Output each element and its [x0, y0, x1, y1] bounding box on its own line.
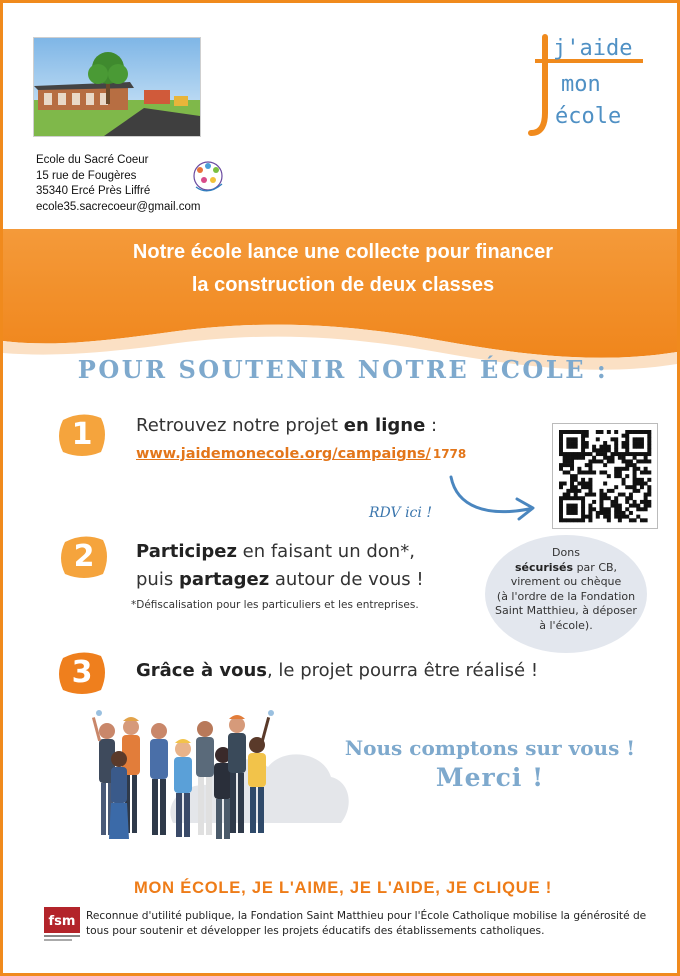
- school-name: Ecole du Sacré Coeur: [36, 154, 149, 166]
- step-1-text-b: :: [425, 415, 438, 436]
- bubble-line6: à l'école).: [539, 618, 593, 632]
- thanks-line2: Merci !: [435, 763, 545, 792]
- thanks-line1: Nous comptons sur vous !: [344, 736, 636, 760]
- step-1-text: [136, 415, 437, 436]
- school-email[interactable]: ecole35.sacrecoeur@gmail.com: [36, 200, 201, 213]
- bubble-line5: Saint Matthieu, à déposer: [495, 604, 637, 617]
- step-2-line2: [136, 569, 424, 590]
- thanks-message: [325, 736, 655, 796]
- step-2-text1: en faisant un don*,: [236, 541, 415, 562]
- bubble-line4: (à l'ordre de la Fondation: [496, 589, 636, 603]
- step-1-badge: [57, 412, 107, 458]
- bubble-line2-bold: sécurisés: [514, 560, 574, 574]
- campaign-link-url[interactable]: www.jaidemonecole.org/campaigns/: [136, 446, 431, 462]
- step-3-number: 3: [71, 655, 93, 690]
- slogan: MON ÉCOLE, JE L'AIME, JE L'AIDE, JE CLIQUE !: [133, 879, 552, 897]
- campaign-id[interactable]: 1778: [432, 447, 467, 461]
- brand-line2: mon: [561, 72, 601, 97]
- school-address: [36, 153, 200, 215]
- step-2-text2: puis: [136, 569, 179, 590]
- tax-note: *Défiscalisation pour les particuliers et les entreprises.: [131, 599, 419, 611]
- rdv-label: RDV ici !: [369, 505, 432, 521]
- school-street: 15 rue de Fougères: [36, 169, 137, 182]
- campaign-link[interactable]: [136, 446, 466, 462]
- bubble-line2-rest: par CB,: [573, 560, 618, 574]
- school-photo: [33, 37, 201, 137]
- payment-bubble-text: [485, 546, 647, 633]
- step-2-number: 2: [73, 539, 95, 574]
- step-1-text-bold: en ligne: [343, 415, 426, 436]
- step-1-text-a: Retrouvez notre projet: [136, 415, 344, 436]
- school-city: 35340 Ercé Près Liffré: [36, 185, 151, 197]
- step-3-rest: , le projet pourra être réalisé !: [266, 660, 539, 681]
- bubble-line2: [485, 561, 647, 576]
- brand-line1: j'aide: [553, 36, 633, 61]
- jaidemonecole-logo: [521, 33, 651, 139]
- step-3-badge: [57, 650, 107, 696]
- fsm-logo-text: fsm: [48, 914, 76, 929]
- qr-code[interactable]: [552, 423, 658, 529]
- step-3-bold: Grâce à vous: [136, 660, 267, 681]
- footer-text: Reconnue d'utilité publique, la Fondation Saint Matthieu pour l'École Catholique mobilise la générosité de tous pour soutenir et développer les projets éducatifs des établissements catholiques.: [86, 910, 647, 937]
- school-logo: [186, 154, 242, 198]
- arrow-icon: [443, 473, 543, 533]
- step-3-text: [136, 660, 538, 681]
- fondation-saint-matthieu-logo: [44, 907, 80, 943]
- step-1-number: 1: [71, 417, 93, 452]
- banner-line1: Notre école lance une collecte pour financer: [132, 241, 554, 263]
- step-2-badge: [59, 534, 109, 580]
- banner-line2: la construction de deux classes: [191, 274, 495, 296]
- people-illustration: [85, 709, 325, 847]
- step-2-line1: [136, 541, 415, 562]
- bubble-line1: Dons: [552, 546, 580, 559]
- headline: POUR SOUTENIR NOTRE ÉCOLE :: [77, 355, 609, 384]
- step-2-bold2: partagez: [178, 569, 270, 590]
- bubble-line3: virement ou chèque: [510, 575, 622, 588]
- step-2-text3: autour de vous !: [269, 569, 424, 590]
- brand-line3: école: [555, 104, 622, 129]
- banner-title: [3, 236, 680, 302]
- step-2-bold1: Participez: [136, 541, 237, 562]
